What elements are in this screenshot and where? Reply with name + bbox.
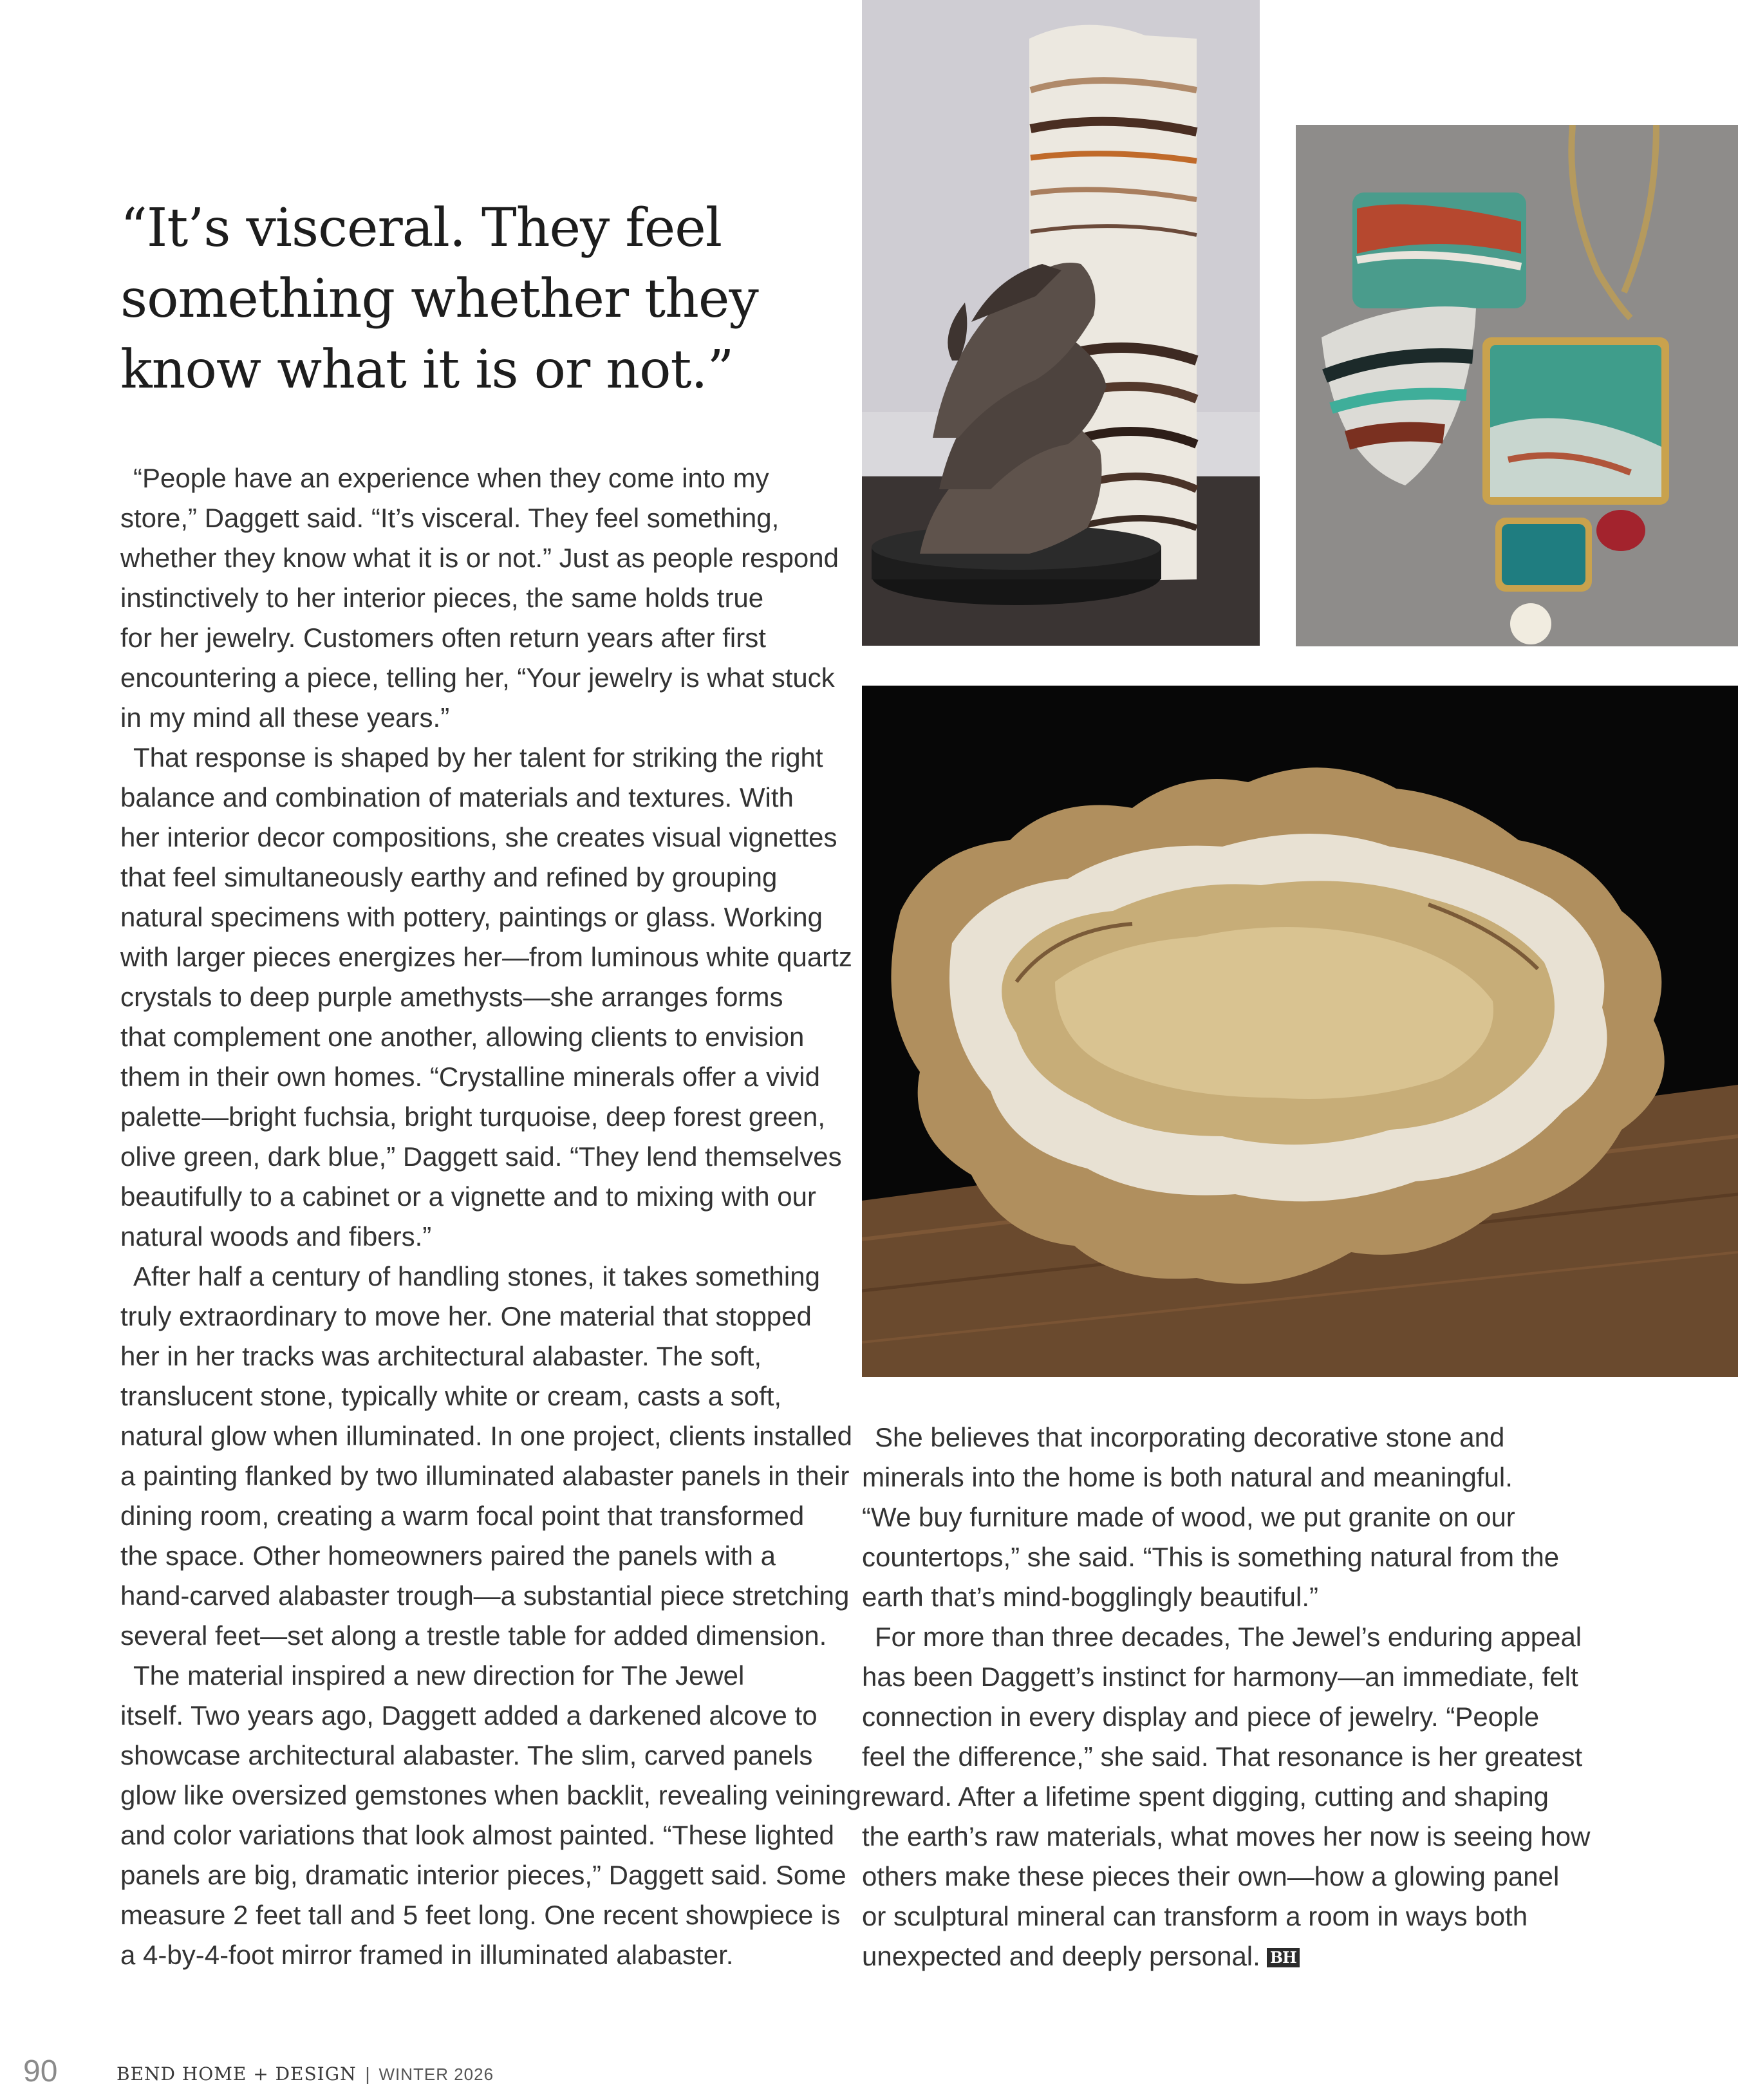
pull-quote-line: know what it is or not.” xyxy=(120,339,734,400)
horse-alabaster-illustration xyxy=(862,0,1260,646)
body-line: After half a century of handling stones, it takes something xyxy=(133,1261,820,1291)
body-line: “People have an experience when they come into my xyxy=(133,463,769,493)
body-line: minerals into the home is both natural and meaningful. xyxy=(862,1462,1513,1492)
body-line: showcase architectural alabaster. The slim, carved panels xyxy=(120,1740,813,1770)
body-line: olive green, dark blue,” Daggett said. “They lend themselves xyxy=(120,1141,842,1172)
alabaster-bowl-illustration xyxy=(862,686,1738,1377)
body-line: in my mind all these years.” xyxy=(120,702,450,733)
body-line: that complement one another, allowing clients to envision xyxy=(120,1022,805,1052)
body-line: She believes that incorporating decorative stone and xyxy=(875,1422,1505,1452)
body-line: measure 2 feet tall and 5 feet long. One recent showpiece is xyxy=(120,1900,841,1930)
body-line: a 4-by-4-foot mirror framed in illuminated alabaster. xyxy=(120,1940,734,1970)
body-line: for her jewelry. Customers often return years after first xyxy=(120,623,766,653)
publication-name: BEND HOME + DESIGN xyxy=(117,2063,357,2085)
page-number: 90 xyxy=(23,2054,58,2088)
body-line: For more than three decades, The Jewel’s enduring appeal xyxy=(875,1622,1582,1652)
body-line: panels are big, dramatic interior pieces,” Daggett said. Some xyxy=(120,1860,846,1890)
footer-separator: | xyxy=(365,2064,370,2084)
body-column-right xyxy=(862,1418,1591,1976)
body-line: truly extraordinary to move her. One material that stopped xyxy=(120,1301,812,1331)
body-line: That response is shaped by her talent for striking the right xyxy=(133,742,823,773)
body-line: natural glow when illuminated. In one project, clients installed xyxy=(120,1421,852,1451)
body-line: several feet—set along a trestle table for added dimension. xyxy=(120,1620,827,1651)
body-line: translucent stone, typically white or cream, casts a soft, xyxy=(120,1381,782,1411)
body-line: earth that’s mind-bogglingly beautiful.” xyxy=(862,1582,1318,1612)
body-line: The material inspired a new direction for The Jewel xyxy=(133,1660,745,1691)
issue-label: WINTER 2026 xyxy=(378,2065,494,2084)
body-line: and color variations that look almost painted. “These lighted xyxy=(120,1820,834,1850)
body-line: whether they know what it is or not.” Just as people respond xyxy=(120,543,839,573)
body-line: itself. Two years ago, Daggett added a darkened alcove to xyxy=(120,1700,818,1730)
body-column-left xyxy=(120,458,861,1975)
body-line: the earth’s raw materials, what moves her now is seeing how xyxy=(862,1821,1591,1852)
pull-quote-line: something whether they xyxy=(120,268,758,330)
body-line: feel the difference,” she said. That resonance is her greatest xyxy=(862,1741,1583,1772)
body-line: hand-carved alabaster trough—a substantial piece stretching xyxy=(120,1580,850,1611)
body-line: others make these pieces their own—how a glowing panel xyxy=(862,1861,1560,1891)
photo-stone-jewelry xyxy=(1296,125,1738,646)
body-line: store,” Daggett said. “It’s visceral. They feel something, xyxy=(120,503,780,533)
body-line: glow like oversized gemstones when backlit, revealing veining xyxy=(120,1780,861,1810)
body-line: a painting flanked by two illuminated alabaster panels in their xyxy=(120,1461,850,1491)
body-line: countertops,” she said. “This is something natural from the xyxy=(862,1542,1560,1572)
body-line-text: unexpected and deeply personal. xyxy=(862,1941,1260,1971)
photo-horse-sculpture-alabaster xyxy=(862,0,1260,646)
body-line: crystals to deep purple amethysts—she arranges forms xyxy=(120,982,783,1012)
body-line: encountering a piece, telling her, “Your jewelry is what stuck xyxy=(120,662,835,693)
jewelry-illustration xyxy=(1296,125,1738,646)
pull-quote-line: “It’s visceral. They feel xyxy=(120,198,722,259)
body-line: dining room, creating a warm focal point that transformed xyxy=(120,1501,805,1531)
body-line: beautifully to a cabinet or a vignette and to mixing with our xyxy=(120,1181,816,1212)
body-line: them in their own homes. “Crystalline minerals offer a vivid xyxy=(120,1062,820,1092)
body-line: natural woods and fibers.” xyxy=(120,1221,432,1252)
pull-quote xyxy=(120,193,790,406)
body-line: “We buy furniture made of wood, we put granite on our xyxy=(862,1502,1515,1532)
body-line: that feel simultaneously earthy and refined by grouping xyxy=(120,862,778,892)
body-line: has been Daggett’s instinct for harmony—an immediate, felt xyxy=(862,1662,1578,1692)
body-line: the space. Other homeowners paired the panels with a xyxy=(120,1541,776,1571)
body-line: her interior decor compositions, she creates visual vignettes xyxy=(120,822,837,852)
body-line: her in her tracks was architectural alabaster. The soft, xyxy=(120,1341,762,1371)
body-line: palette—bright fuchsia, bright turquoise, deep forest green, xyxy=(120,1102,825,1132)
body-line: reward. After a lifetime spent digging, cutting and shaping xyxy=(862,1781,1549,1812)
photo-alabaster-bowl xyxy=(862,686,1738,1377)
running-footer xyxy=(117,2063,494,2086)
body-line: balance and combination of materials and textures. With xyxy=(120,782,794,812)
body-line: with larger pieces energizes her—from luminous white quartz xyxy=(120,942,852,972)
end-mark-logo: BH xyxy=(1267,1948,1300,1967)
body-line-last xyxy=(862,1936,1576,1976)
body-line: natural specimens with pottery, paintings or glass. Working xyxy=(120,902,823,932)
body-line: or sculptural mineral can transform a room in ways both xyxy=(862,1901,1528,1931)
body-line: connection in every display and piece of jewelry. “People xyxy=(862,1702,1540,1732)
body-line: instinctively to her interior pieces, the same holds true xyxy=(120,583,764,613)
